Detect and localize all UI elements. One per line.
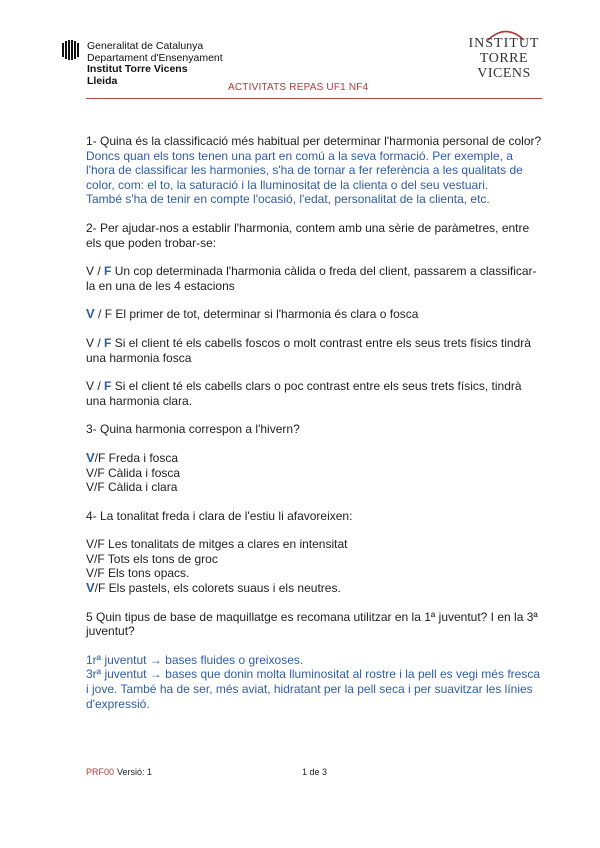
q2-option-1-f: F: [104, 264, 112, 279]
q3-option-1-text: /F Freda i fosca: [94, 450, 179, 465]
institute-logo-line2: TORRE VICENS: [477, 51, 531, 81]
q2-option-4-f: F: [104, 379, 112, 394]
org-name: Generalitat de Catalunya: [87, 40, 204, 52]
q4-option-3-text: /F Els tons opacs.: [94, 566, 190, 581]
q3-option-3-v: V: [86, 480, 95, 495]
answer-1-note: També s'ha de tenir en compte l'ocasió, l'edat, personalitat de la clienta, etc.: [86, 192, 490, 207]
q4-option-1-text: /F Les tonalitats de mitges a clares en intensitat: [94, 537, 348, 552]
q2-option-3-v: V: [86, 335, 95, 350]
q3-option-2-text: /F Càlida i fosca: [94, 465, 181, 480]
q4-option-3: [86, 566, 544, 581]
q3-option-2-v: V: [86, 465, 95, 480]
footer-code: PRF00: [86, 767, 115, 777]
answer-5-first: 1rª juventut → bases fluides o greixoses.: [86, 652, 304, 667]
q2-option-3-f: F: [104, 335, 112, 350]
city-name: Lleida: [87, 74, 118, 87]
q2-option-1-text: Un cop determinada l'harmonia càlida o freda del client, passarem a classificar-la en una de les 4 estacions: [86, 264, 537, 293]
q2-option-1-sep: /: [94, 264, 105, 279]
document-body: [86, 134, 544, 711]
q2-option-1: [86, 264, 544, 293]
q4-option-2-text: /F Tots els tons de groc: [94, 551, 218, 566]
q3-options: [86, 451, 544, 495]
question-5: 5 Quin tipus de base de maquillatge es recomana utilitzar en la 1ª juventut? I en la 3ª juventut?: [86, 609, 538, 639]
institute-logo-line1: INSTITUT: [468, 36, 540, 51]
q4-option-4-v: V: [86, 580, 95, 596]
q3-option-1-v: V: [86, 449, 95, 465]
header-divider: [86, 98, 542, 99]
q2-option-2-sep: /: [94, 307, 105, 322]
generalitat-logo-icon: [62, 40, 81, 60]
q2-option-2-v: V: [86, 306, 95, 322]
q4-option-1-v: V: [86, 537, 95, 552]
question-4: 4- La tonalitat freda i clara de l'estiu li afavoreixen:: [86, 508, 353, 523]
institute-logo: [466, 37, 542, 81]
question-2: 2- Per ajudar-nos a establir l'harmonia, contem amb una sèrie de paràmetres, entre els que poden trobar-se:: [86, 220, 530, 250]
q4-option-1: [86, 537, 544, 552]
question-1: 1- Quina és la classificació més habitual per determinar l'harmonia personal de color?: [86, 134, 542, 148]
q3-option-3-text: /F Càlida i clara: [94, 480, 178, 495]
department-name: Departament d'Ensenyament: [87, 51, 223, 64]
q2-option-4-text: Si el client té els cabells clars o poc contrast entre els seus trets físics, tindrà una harmonia clara.: [86, 379, 522, 408]
q2-option-2-text: El primer de tot, determinar si l'harmonia és clara o fosca: [112, 307, 419, 322]
footer-version: Versió: 1: [117, 767, 153, 777]
answer-5-third: 3rª juventut → bases que donin molta lluminositat al rostre i la pell es vegi més fresca i jove. També ha de ser, més aviat, hidratant per la pell seca i per suavitzar les línies d'expressió.: [86, 667, 540, 711]
q2-option-4: [86, 379, 544, 408]
q3-option-2: [86, 466, 544, 481]
q4-option-2: [86, 552, 544, 567]
q2-option-2-f: F: [104, 307, 113, 322]
q2-option-4-v: V: [86, 379, 95, 394]
q3-option-1: [86, 451, 544, 466]
question-3: 3- Quina harmonia correspon a l'hivern?: [86, 422, 300, 437]
q4-option-4: [86, 581, 544, 596]
q2-option-2: [86, 307, 544, 322]
header-organization: [87, 41, 223, 87]
q2-option-4-sep: /: [94, 379, 105, 394]
q3-option-3: [86, 480, 544, 495]
document-title: ACTIVITATS REPAS UF1 NF4: [228, 82, 369, 93]
q2-option-3-text: Si el client té els cabells foscos o molt contrast entre els seus trets físics tindrà una harmonia fosca: [86, 335, 531, 365]
school-name: Institut Torre Vicens: [87, 63, 188, 75]
q4-option-2-v: V: [86, 551, 95, 566]
q4-option-4-text: /F Els pastels, els colorets suaus i els neutres.: [94, 581, 341, 596]
q2-option-1-v: V: [86, 264, 95, 279]
q2-option-3: [86, 336, 544, 365]
answer-1-text: Doncs quan els tons tenen una part en comú a la seva formació. Per exemple, a l'hora de classificar les harmonies, s'ha de tornar a fer referència a les qualitats de color, com: el to, la saturació i la lluminositat de la clienta o del seu vestuari.: [86, 148, 523, 192]
footer-page-number: 1 de 3: [302, 767, 328, 777]
q4-options: [86, 537, 544, 595]
q4-option-3-v: V: [86, 566, 95, 581]
q2-option-3-sep: /: [94, 335, 105, 350]
